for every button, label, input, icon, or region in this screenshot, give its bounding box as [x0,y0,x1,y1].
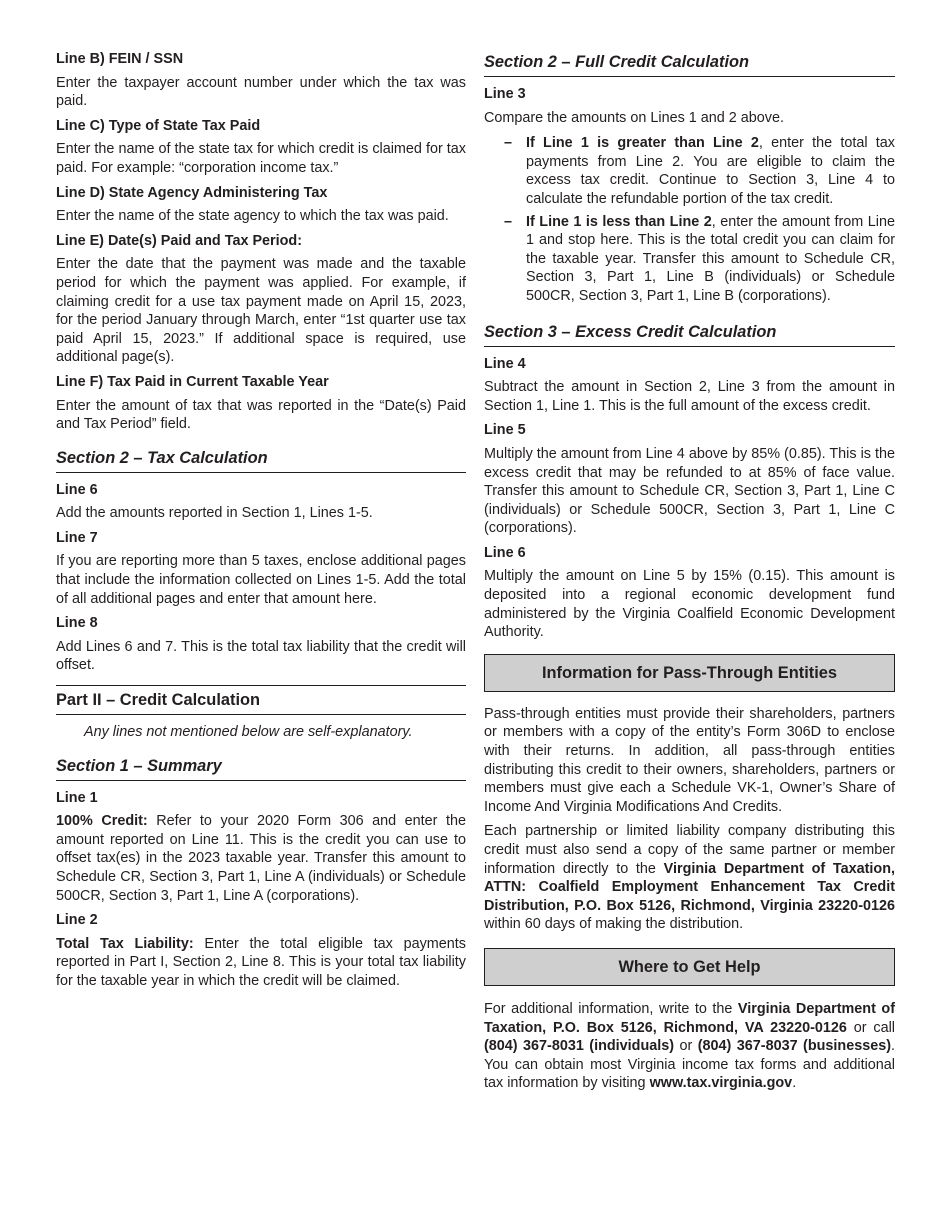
line6-text: Add the amounts reported in Section 1, Lines 1-5. [56,505,373,522]
line1-text [56,812,466,905]
line2-bold: Total Tax Liability: [56,935,194,952]
section2-full-credit-heading: Section 2 – Full Credit Calculation [484,50,895,77]
pte-text1: Pass-through entities must provide their shareholders, partners or members with a copy of the entity’s Form 306D to enclose with their returns. In addition, all pass-through entities distributing this credit to their owners, shareholders, partners or members must give each a Schedule VK-1, Owner’s Share of Income And Virginia Modifications And Credits. [484,705,895,815]
line2-body: Enter the total eligible tax payments reported in Part I, Section 2, Line 8. This is your total tax liability for the taxable year in which the credit will be claimed. [56,935,466,989]
line6-heading: Line 6 [56,481,98,498]
lineE-heading: Line E) Date(s) Paid and Tax Period: [56,232,303,249]
lineB-heading: Line B) FEIN / SSN [56,51,184,67]
line5-text: Multiply the amount from Line 4 above by 85% (0.85). This is the excess credit that may be refunded to at 85% of face value. Transfer this amount to Schedule CR, Section 3, Part 1, Line C (individuals) or Schedule 500CR, Section 3, Part 1, Line C (corporations). [484,445,895,537]
bullet1-body: , enter the total tax payments from Line 2. You are eligible to claim the excess tax credit. Continue to Section 3, Line 4 to calculate the refundable portion of the tax credit. [526,135,895,207]
pte-address: Virginia Department of Taxation, ATTN: Coalfield Employment Enhancement Tax Credit Distribution, P.O. Box 5126, Richmond, Virginia 23220-0126 [484,860,895,914]
lineC-text: Enter the name of the state tax for which credit is claimed for tax paid. For example: “corporation income tax.” [56,141,466,176]
pte-text2 [484,822,895,934]
lineD-heading: Line D) State Agency Administering Tax [56,184,328,201]
bullet-greater [484,134,895,208]
line7-heading: Line 7 [56,529,98,546]
bullet2-body: , enter the amount from Line 1 and stop here. This is the total credit you can claim for the taxable year. Transfer this amount to Schedule CR, Section 3, Part 1, Line B (individuals) or Schedule 500CR, Section 3, Part 1, Line B (corporations). [526,213,895,304]
help-text [484,1000,895,1093]
line1-heading: Line 1 [56,789,98,806]
lineC-heading: Line C) Type of State Tax Paid [56,117,261,134]
help-b: or call [846,1019,895,1036]
lineE-text: Enter the date that the payment was made and the taxable period for which the payment was applied. For example, if claiming credit for a use tax payment made on April 15, 2023, for the period January through March, enter “1st quarter use tax paid April 15, 2023.” If additional space is required, use additional page(s). [56,256,466,366]
line8-text: Add Lines 6 and 7. This is the total tax liability that the credit will offset. [56,638,466,674]
bullet2-bold: If Line 1 is less than Line 2 [526,213,712,230]
help-c: or [674,1038,698,1055]
lineD-text: Enter the name of the state agency to which the tax was paid. [56,208,449,225]
line4-text: Subtract the amount in Section 2, Line 3 from the amount in Section 1, Line 1. This is the full amount of the excess credit. [484,379,895,414]
help-phone-individuals: (804) 367-8031 (individuals) [484,1038,675,1055]
line7-text: If you are reporting more than 5 taxes, enclose additional pages that include the information collected on Lines 1-5. Add the total of all additional pages and enter that amount here. [56,553,466,607]
section2-tax-calc-heading: Section 2 – Tax Calculation [56,446,466,473]
pass-through-entities-banner: Information for Pass-Through Entities [484,654,895,692]
help-a: For additional information, write to the [484,1000,738,1017]
section1-summary-heading: Section 1 – Summary [56,754,466,781]
line8-heading: Line 8 [56,615,98,632]
pte-text2-b: within 60 days of making the distribution. [484,916,744,933]
line3-text: Compare the amounts on Lines 1 and 2 above. [484,109,785,126]
pte-text2-a: Each partnership or limited liability company distributing this credit must also send a copy of the same partner or member information directly to the [484,823,895,877]
lineF-heading: Line F) Tax Paid in Current Taxable Year [56,373,329,390]
bullet-dash: – [504,135,513,152]
line1-bold: 100% Credit: [56,813,148,830]
line4-heading: Line 4 [484,355,526,372]
line5-heading: Line 5 [484,422,526,439]
help-address: Virginia Department of Taxation, P.O. Box 5126, Richmond, VA 23220-0126 [484,1000,895,1036]
line2-heading: Line 2 [56,912,98,929]
help-e: . [792,1075,797,1092]
where-to-get-help-banner: Where to Get Help [484,948,895,986]
line6-right-heading: Line 6 [484,544,526,561]
help-website: www.tax.virginia.gov [649,1075,793,1092]
right-column [484,50,895,1099]
lineB-text: Enter the taxpayer account number under which the tax was paid. [56,74,466,110]
bullet1-bold: If Line 1 is greater than Line 2 [526,135,759,152]
section3-excess-credit-heading: Section 3 – Excess Credit Calculation [484,320,895,347]
line2-text [56,935,466,991]
part2-note: Any lines not mentioned below are self-explanatory. [84,724,413,741]
line3-heading: Line 3 [484,86,526,102]
bullet-less [484,213,895,306]
part2-heading: Part II – Credit Calculation [56,685,466,715]
help-d: . You can obtain most Virginia income tax forms and additional tax information by visiting [484,1038,896,1092]
left-column [56,50,466,997]
line1-body: Refer to your 2020 Form 306 and enter the amount reported on Line 11. This is the credit you can use to offset tax(es) in the 2023 taxable year. Transfer this amount to Schedule CR, Section 3, Part 1, Line A (individuals) or Schedule 500CR, Section 3, Part 1, Line A (corporations). [56,813,466,904]
lineF-text: Enter the amount of tax that was reported in the “Date(s) Paid and Tax Period” field. [56,397,466,433]
bullet-dash: – [504,213,513,230]
line6-right-text: Multiply the amount on Line 5 by 15% (0.15). This amount is deposited into a regional economic development fund administered by the Virginia Coalfield Economic Development Authority. [484,568,895,641]
help-phone-businesses: (804) 367-8037 (businesses) [697,1038,892,1055]
